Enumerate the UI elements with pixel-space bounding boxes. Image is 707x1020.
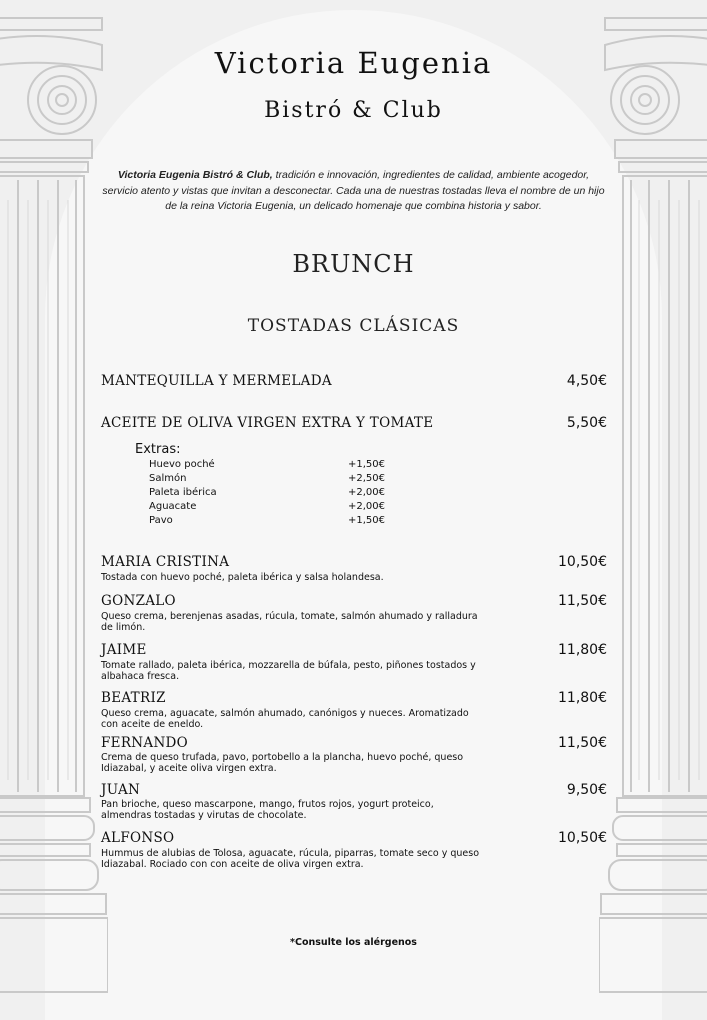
menu-item-price: 11,50€ [558,593,607,609]
extra-price: +1,50€ [347,515,385,526]
menu-item-description: Tomate rallado, paleta ibérica, mozzarella de búfala, pesto, piñones tostados y albahaca fresca. [101,660,476,682]
menu-item-name: MARIA CRISTINA [101,554,230,570]
menu-item-price: 4,50€ [566,373,607,389]
extra-price: +2,00€ [347,487,385,498]
menu-item-name: BEATRIZ [101,690,166,706]
menu-item-price: 9,50€ [566,782,607,798]
extra-name: Salmón [149,473,187,484]
menu-item-name: ACEITE DE OLIVA VIRGEN EXTRA Y TOMATE [101,415,434,431]
extra-price: +2,00€ [347,501,385,512]
section-title: BRUNCH [292,250,415,278]
menu-item-description: Crema de queso trufada, pavo, portobello a la plancha, huevo poché, queso Idiazabal, y aceite oliva virgen extra. [101,752,464,774]
menu-item-price: 10,50€ [558,830,607,846]
menu-item-description: Queso crema, berenjenas asadas, rúcula, tomate, salmón ahumado y ralladura de limón. [101,611,478,633]
menu-item-price: 11,80€ [558,642,607,658]
menu-item-price: 5,50€ [566,415,607,431]
brand-title: Victoria Eugenia [214,46,493,80]
menu-item-description: Tostada con huevo poché, paleta ibérica y salsa holandesa. [101,572,384,583]
intro-text: tradición e innovación, ingredientes de calidad, ambiente acogedor, servicio atento y vistas que invitan a desconectar. Cada una de nuestras tostadas lleva el nombre de un hijo de la reina Victoria Eugenia, un delicado homenaje que combina historia y sabor. [102,169,605,212]
menu-item-price: 11,50€ [558,735,607,751]
menu-item-description: Pan brioche, queso mascarpone, mango, frutos rojos, yogurt proteico, almendras tostadas y virutas de chocolate. [101,799,434,821]
menu-item-price: 11,80€ [558,690,607,706]
menu-item-price: 10,50€ [558,554,607,570]
extra-name: Huevo poché [149,459,215,470]
menu-item-name: JUAN [101,782,141,798]
allergens-footnote: *Consulte los alérgenos [290,937,417,948]
menu-item-name: FERNANDO [101,735,189,751]
menu-item-description: Queso crema, aguacate, salmón ahumado, canónigos y nueces. Aromatizado con aceite de eneldo. [101,708,469,730]
menu-item-name: MANTEQUILLA Y MERMELADA [101,373,332,389]
menu-item-description: Hummus de alubias de Tolosa, aguacate, rúcula, piparras, tomate seco y queso Idiazabal. Rociado con con aceite de oliva virgen extra. [101,848,480,870]
extra-price: +2,50€ [347,473,385,484]
brand-subtitle: Bistró & Club [264,98,443,123]
menu-item-name: JAIME [101,642,147,658]
extras-label: Extras: [135,442,181,457]
extra-price: +1,50€ [347,459,385,470]
subsection-title: TOSTADAS CLÁSICAS [247,316,460,336]
menu-item-name: GONZALO [101,593,176,609]
extra-name: Pavo [149,515,173,526]
intro-paragraph [100,168,607,215]
extra-name: Paleta ibérica [149,487,217,498]
intro-bold: Victoria Eugenia Bistró & Club, [117,169,273,181]
menu-item-name: ALFONSO [101,830,175,846]
extra-name: Aguacate [149,501,197,512]
